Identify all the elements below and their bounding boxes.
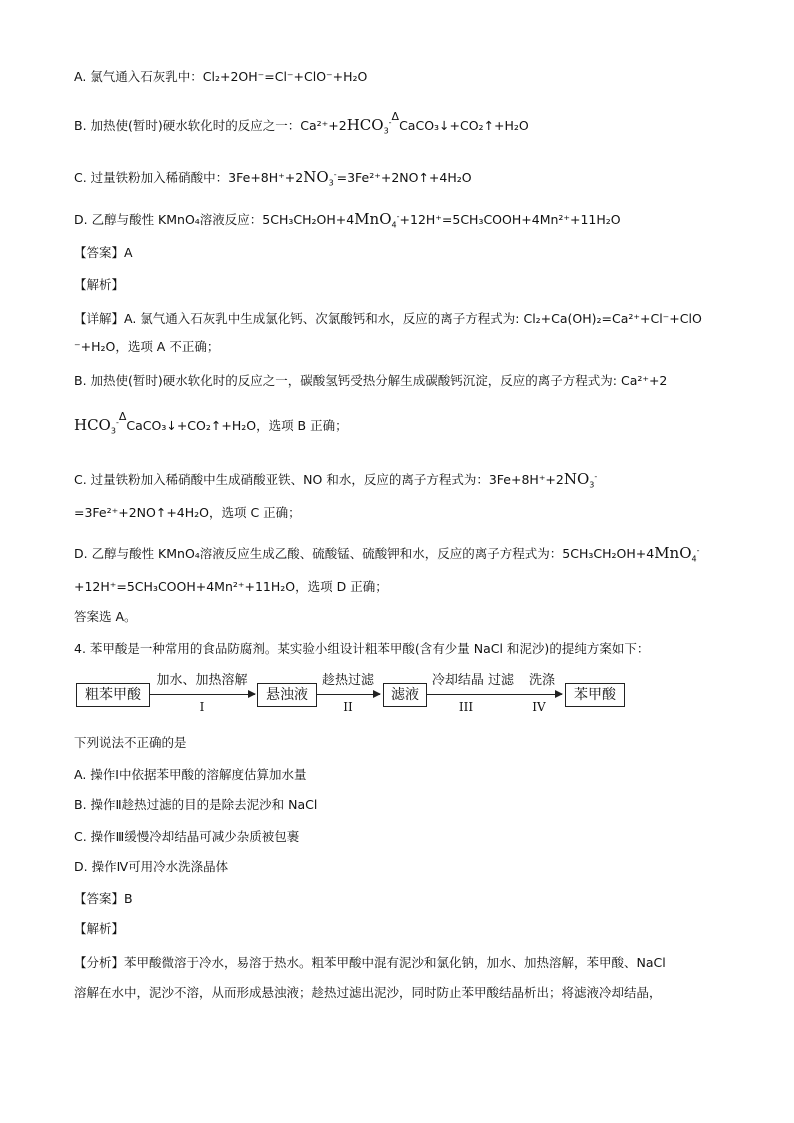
step-label-4: IV <box>532 700 546 714</box>
heat-symbol: Δ <box>118 410 127 424</box>
q4-option-c: C. 操作Ⅲ缓慢冷却结晶可减少杂质被包裹 <box>74 829 300 844</box>
question-4-stem: 4. 苯甲酸是一种常用的食品防腐剂。某实验小组设计粗苯甲酸(含有少量 NaCl 和泥沙)的提纯方案如下： <box>74 641 650 656</box>
q4-option-b: B. 操作Ⅱ趁热过滤的目的是除去泥沙和 NaCl <box>74 797 318 812</box>
detail-c-line2: =3Fe²⁺+2NO↑+4H₂O，选项 C 正确； <box>74 505 301 520</box>
step-label-3: III <box>458 700 474 714</box>
answer-label: 【答案】A <box>74 245 133 260</box>
arrow-step-1 <box>149 694 255 695</box>
detail-d-line1: D. 乙醇与酸性 KMnO₄溶液反应生成乙酸、硫酸锰、硫酸钾和水，反应的离子方程式为：5CH₃CH₂OH+4MnO$_4$- <box>74 544 700 564</box>
q4-option-a: A. 操作Ⅰ中依据苯甲酸的溶解度估算加水量 <box>74 767 307 782</box>
step-label-2: II <box>343 700 353 714</box>
analysis-label: 【解析】 <box>74 277 125 292</box>
detail-b-line1: B. 加热使(暂时)硬水软化时的反应之一，碳酸氢钙受热分解生成碳酸钙沉淀，反应的离子方程式为: Ca²⁺+2 <box>74 373 668 388</box>
detail-b-line2: $HCO_3^-\Delta CaCO_3↓+CO_2↑+H_2O$，选项 B 正确； <box>74 410 348 436</box>
detail-d-line2: +12H⁺=5CH₃COOH+4Mn²⁺+11H₂O，选项 D 正确； <box>74 579 388 594</box>
box-crude-benzoic-acid: 粗苯甲酸 <box>76 683 150 707</box>
condition-step-4: 洗涤 <box>528 673 555 688</box>
box-suspension: 悬浊液 <box>257 683 317 707</box>
analysis-line1: 【分析】苯甲酸微溶于冷水，易溶于热水。粗苯甲酸中混有泥沙和氯化钠，加水、加热溶解，苯甲酸、NaCl <box>74 955 666 970</box>
condition-step-1: 加水、加热溶解 <box>156 673 248 688</box>
condition-step-2: 趁热过滤 <box>321 673 374 688</box>
analysis-line2: 溶解在水中，泥沙不溶，从而形成悬浊液；趁热过滤出泥沙，同时防止苯甲酸结晶析出；将滤液冷却结晶， <box>74 985 662 1000</box>
detail-a-line2: ⁻+H₂O，选项 A 不正确； <box>74 339 220 354</box>
detail-a-line1: 【详解】A. 氯气通入石灰乳中生成氯化钙、次氯酸钙和水，反应的离子方程式为: Cl₂+Ca(OH)₂=Ca²⁺+Cl⁻+ClO <box>74 311 702 326</box>
answer-label-2: 【答案】B <box>74 891 133 906</box>
final-choice: 答案选 A。 <box>74 609 137 624</box>
purification-flowchart <box>74 672 734 722</box>
detail-c-line1: C. 过量铁粉加入稀硝酸中生成硝酸亚铁、NO 和水，反应的离子方程式为：$3Fe+8H^++2NO_3^-$ <box>74 470 598 490</box>
arrow-step-3-4 <box>426 694 562 695</box>
step-label-1: I <box>199 700 205 714</box>
heat-symbol: Δ <box>391 110 400 124</box>
question-4-prompt: 下列说法不正确的是 <box>74 735 187 750</box>
condition-step-3: 冷却结晶 过滤 <box>431 673 515 688</box>
q4-option-d: D. 操作Ⅳ可用冷水洗涤晶体 <box>74 859 229 874</box>
arrow-step-2 <box>316 694 380 695</box>
analysis-label-2: 【解析】 <box>74 921 125 936</box>
option-b: B. 加热使(暂时)硬水软化时的反应之一：$Ca^{2+}+2HCO_3^-\Delta CaCO_3↓+CO_2↑+H_2O$ <box>74 110 529 136</box>
option-c: C. 过量铁粉加入稀硝酸中：$3Fe+8H^++2NO_3^-=3Fe^{2+}+2NO↑+4H_2O$ <box>74 168 472 188</box>
option-d: D. 乙醇与酸性 KMnO₄溶液反应：5CH₃CH₂OH+4MnO$_4$-+12H⁺=5CH₃COOH+4Mn²⁺+11H₂O <box>74 210 621 230</box>
option-a: A. 氯气通入石灰乳中：Cl₂+2OH⁻=Cl⁻+ClO⁻+H₂O <box>74 69 368 84</box>
box-filtrate: 滤液 <box>383 683 427 707</box>
box-benzoic-acid: 苯甲酸 <box>565 683 625 707</box>
